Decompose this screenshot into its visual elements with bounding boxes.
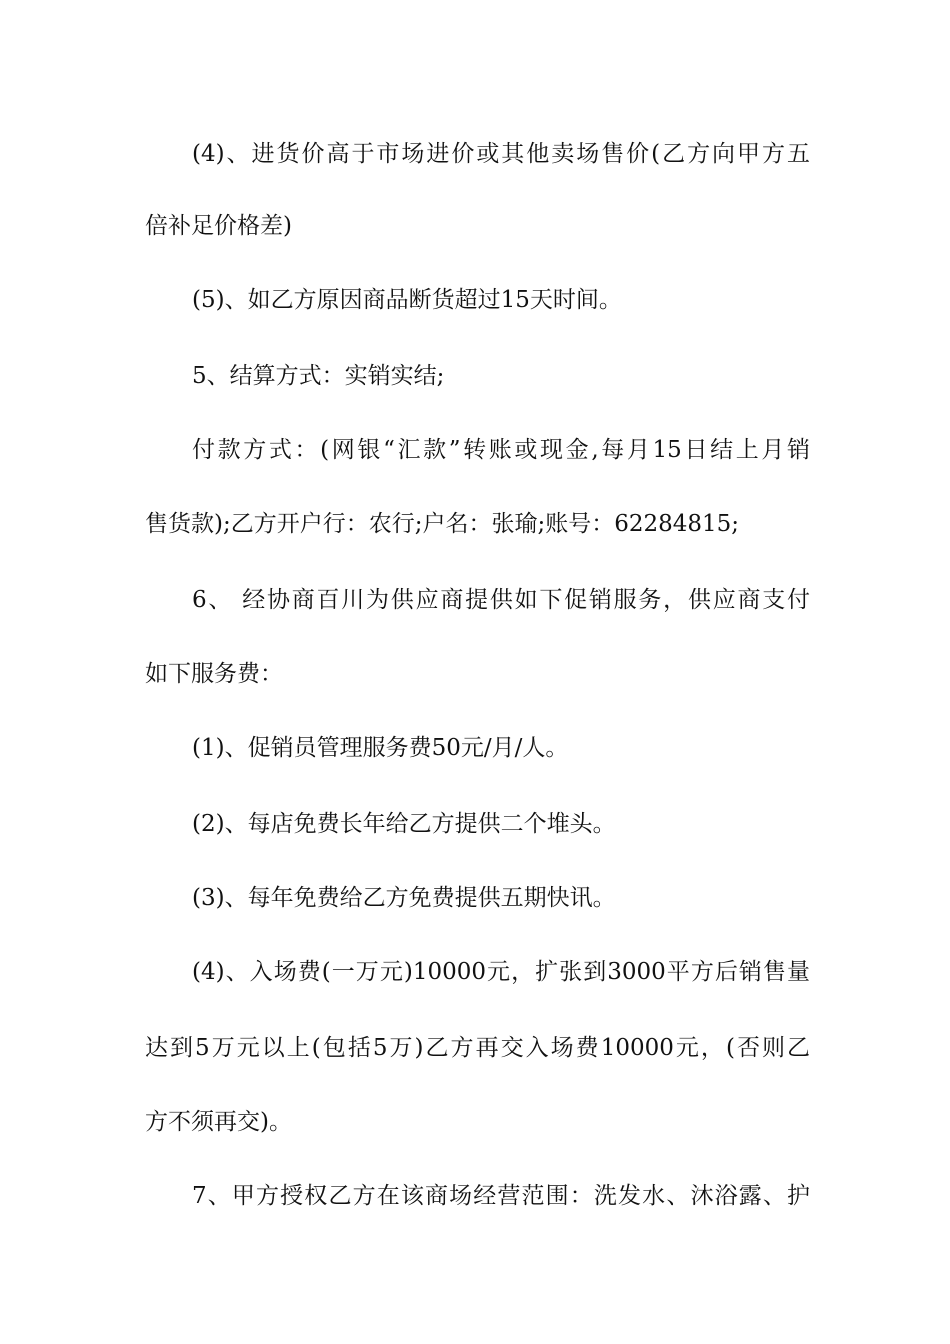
text-line: (1)、促销员管理服务费50元/月/人。 xyxy=(192,735,569,761)
text-line: 7、甲方授权乙方在该商场经营范围：洗发水、沐浴露、护 xyxy=(192,1183,810,1209)
text-line: 售货款);乙方开户行：农行;户名：张瑜;账号：62284815; xyxy=(145,511,740,537)
text-line: (5)、如乙方原因商品断货超过15天时间。 xyxy=(192,287,622,313)
text-line: 方不须再交)。 xyxy=(145,1109,292,1135)
text-line: 倍补足价格差) xyxy=(145,213,292,239)
text-line: (4)、入场费(一万元)10000元，扩张到3000平方后销售量 xyxy=(192,959,810,985)
text-line: 达到5万元以上(包括5万)乙方再交入场费10000元，(否则乙 xyxy=(145,1035,810,1061)
text-line: 5、结算方式：实销实结; xyxy=(192,363,445,389)
text-line: (3)、每年免费给乙方免费提供五期快讯。 xyxy=(192,885,616,911)
text-line: 付款方式：(网银“汇款”转账或现金,每月15日结上月销 xyxy=(192,437,810,463)
text-line: (4)、进货价高于市场进价或其他卖场售价(乙方向甲方五 xyxy=(192,141,810,167)
text-line: (2)、每店免费长年给乙方提供二个堆头。 xyxy=(192,811,616,837)
text-line: 6、 经协商百川为供应商提供如下促销服务，供应商支付 xyxy=(192,587,810,613)
text-line: 如下服务费： xyxy=(145,661,283,687)
